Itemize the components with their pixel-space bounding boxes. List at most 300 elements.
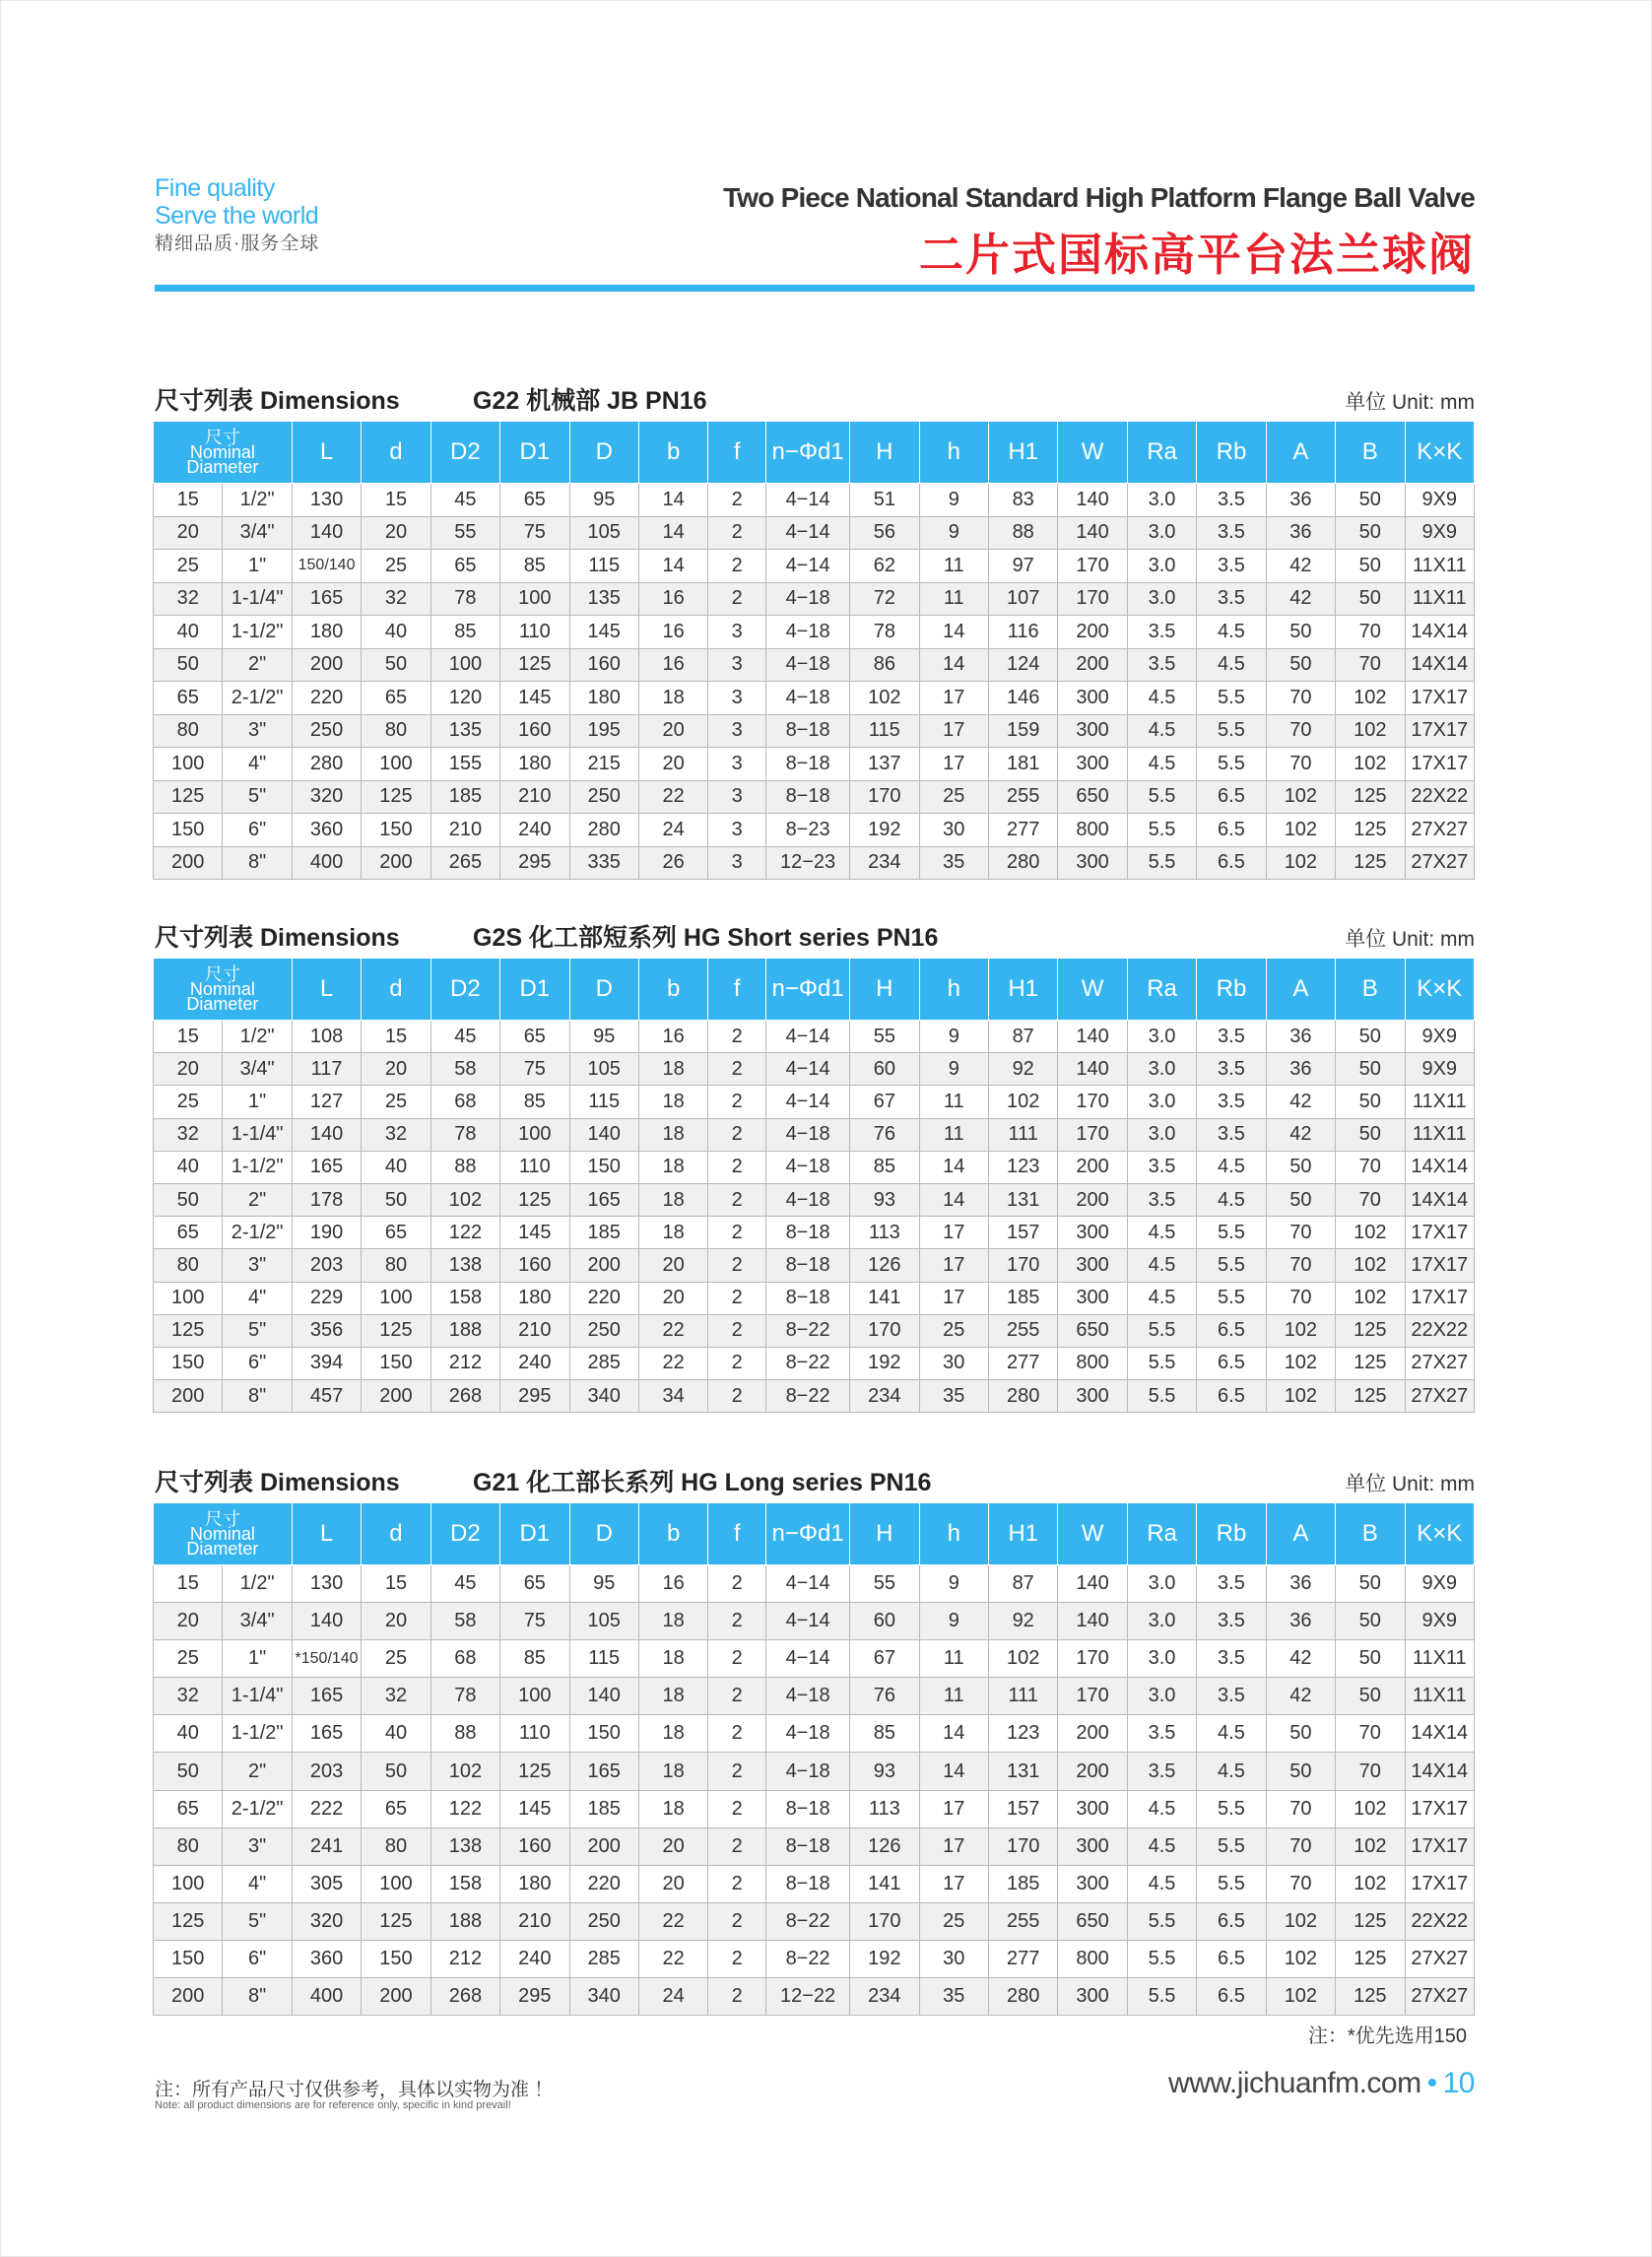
header-cell: H1 [988, 959, 1057, 1021]
table-cell: 110 [500, 1151, 569, 1183]
table-cell: 78 [430, 1678, 499, 1715]
table-row [154, 1940, 1475, 1977]
table-cell: 200 [1058, 1183, 1127, 1216]
table-cell: 3" [223, 1827, 292, 1865]
table-cell: 50 [1336, 1678, 1405, 1715]
table-cell: 50 [362, 648, 430, 682]
table-cell: 22 [638, 780, 707, 814]
table-cell: 1-1/4" [223, 1678, 292, 1715]
table-cell: 125 [1336, 780, 1405, 814]
section-standard: G22 机械部 JB PN16 [473, 387, 707, 415]
table-cell: 45 [430, 484, 499, 517]
table-cell: 3.5 [1197, 1640, 1266, 1678]
table-cell: 32 [362, 1678, 430, 1715]
table-cell: 6.5 [1197, 1940, 1266, 1977]
header-cell: L [292, 959, 361, 1021]
dimension-table [153, 958, 1475, 1413]
table-cell: 5.5 [1197, 1282, 1266, 1314]
table-cell: 50 [154, 1183, 223, 1216]
table-cell: 15 [362, 1565, 430, 1603]
table-cell: 25 [919, 780, 988, 814]
brand-line2: Serve the world [155, 202, 319, 230]
header-nd-text: 尺寸 [204, 1508, 240, 1529]
header-rule [155, 285, 1475, 292]
table-cell: 75 [500, 1053, 569, 1086]
table-cell: 3.0 [1127, 1678, 1196, 1715]
table-cell: 3.5 [1197, 484, 1266, 517]
table-row [154, 648, 1475, 682]
table-cell: 125 [1336, 1314, 1405, 1347]
table-cell: 70 [1266, 748, 1335, 781]
table-cell: 5.5 [1127, 780, 1196, 814]
table-cell: 14X14 [1405, 1715, 1474, 1753]
header-cell: K×K [1405, 1503, 1474, 1565]
header-nd-text: Nominal [189, 978, 255, 999]
table-cell: 3.5 [1197, 1118, 1266, 1151]
table-cell: 11 [919, 550, 988, 583]
table-cell: 265 [430, 846, 499, 880]
table-cell: 240 [500, 814, 569, 847]
table-cell: 4−18 [766, 1118, 850, 1151]
table-cell: 5.5 [1197, 1217, 1266, 1249]
table-cell: 14 [638, 484, 707, 517]
header-cell: H1 [988, 1503, 1057, 1565]
table-cell: 117 [292, 1053, 361, 1086]
header-cell: b [638, 422, 707, 484]
table-cell: 27X27 [1405, 814, 1474, 847]
table-cell: 300 [1058, 1865, 1127, 1902]
header-cell: f [708, 959, 766, 1021]
table-cell: 35 [919, 1380, 988, 1413]
table-cell: 16 [638, 582, 707, 616]
table-cell: 50 [1266, 1151, 1335, 1183]
table-cell: 203 [292, 1249, 361, 1282]
table-cell: 3.0 [1127, 1565, 1196, 1603]
table-cell: 25 [362, 1086, 430, 1118]
table-cell: 16 [638, 1021, 707, 1053]
table-cell: 457 [292, 1380, 361, 1413]
preferred-note: 注：*优先选用150 [1307, 2025, 1467, 2047]
table-cell: 6.5 [1197, 1902, 1266, 1940]
table-cell: 3.0 [1127, 550, 1196, 583]
table-cell: 88 [430, 1151, 499, 1183]
table-cell: 212 [430, 1347, 499, 1379]
table-cell: 200 [154, 1380, 223, 1413]
table-cell: 22 [638, 1314, 707, 1347]
table-cell: 170 [850, 1902, 919, 1940]
table-cell: 250 [569, 780, 638, 814]
table-cell: 188 [430, 1314, 499, 1347]
table-row [154, 1753, 1475, 1790]
table-cell: 70 [1336, 1151, 1405, 1183]
table-cell: 140 [1058, 1603, 1127, 1640]
table-cell: 17X17 [1405, 1217, 1474, 1249]
table-cell: 4−14 [766, 550, 850, 583]
table-cell: 15 [154, 1565, 223, 1603]
table-cell: 125 [362, 1314, 430, 1347]
table-cell: 650 [1058, 1902, 1127, 1940]
table-cell: 45 [430, 1565, 499, 1603]
table-cell: 4" [223, 1282, 292, 1314]
table-cell: 4−18 [766, 648, 850, 682]
table-cell: 51 [850, 484, 919, 517]
table-cell: 4−18 [766, 1151, 850, 1183]
table-cell: 70 [1336, 616, 1405, 649]
table-cell: 27X27 [1405, 1347, 1474, 1379]
table-cell: 50 [1336, 516, 1405, 550]
table-row [154, 1151, 1475, 1183]
dimension-section-g22 [153, 377, 1475, 880]
table-cell: 14 [919, 616, 988, 649]
table-cell: 18 [638, 1603, 707, 1640]
header-cell: n−Φd1 [766, 422, 850, 484]
table-cell: 110 [500, 616, 569, 649]
table-cell: 20 [638, 1827, 707, 1865]
header-cell: A [1266, 959, 1335, 1021]
table-row [154, 1183, 1475, 1216]
header-cell: n−Φd1 [766, 959, 850, 1021]
table-cell: 158 [430, 1282, 499, 1314]
header-cell: b [638, 1503, 707, 1565]
header-cell: K×K [1405, 422, 1474, 484]
table-cell: 102 [1336, 714, 1405, 748]
table-cell: 36 [1266, 1021, 1335, 1053]
table-cell: 8" [223, 1978, 292, 2016]
table-cell: 150 [569, 1715, 638, 1753]
table-cell: 125 [1336, 846, 1405, 880]
table-cell: 268 [430, 1978, 499, 2016]
table-row [154, 582, 1475, 616]
table-cell: 50 [1336, 1565, 1405, 1603]
table-cell: 125 [500, 1753, 569, 1790]
table-cell: 180 [500, 1865, 569, 1902]
section-unit: 单位 Unit: mm [1345, 1473, 1475, 1495]
table-cell: 50 [1336, 484, 1405, 517]
table-cell: 8−22 [766, 1940, 850, 1977]
header-cell: d [362, 959, 430, 1021]
table-cell: 102 [1266, 1380, 1335, 1413]
table-cell: 17 [919, 682, 988, 715]
table-cell: 3 [708, 616, 766, 649]
table-cell: 17X17 [1405, 1249, 1474, 1282]
table-cell: 300 [1058, 714, 1127, 748]
table-cell: 45 [430, 1021, 499, 1053]
table-cell: 18 [638, 1715, 707, 1753]
dimension-table [153, 421, 1475, 880]
section-unit: 单位 Unit: mm [1345, 928, 1475, 951]
table-cell: 85 [500, 1086, 569, 1118]
table-cell: 5" [223, 1902, 292, 1940]
table-cell: 15 [362, 1021, 430, 1053]
table-cell: 92 [988, 1053, 1057, 1086]
header-nominal-diameter [154, 1503, 293, 1565]
table-cell: 11 [919, 1086, 988, 1118]
table-cell: 6" [223, 814, 292, 847]
table-cell: 5.5 [1197, 682, 1266, 715]
table-cell: 102 [1266, 1978, 1335, 2016]
table-cell: 277 [988, 1347, 1057, 1379]
table-cell: 4.5 [1197, 1183, 1266, 1216]
table-cell: 125 [1336, 1347, 1405, 1379]
table-cell: 4−18 [766, 1715, 850, 1753]
table-cell: 3.0 [1127, 1086, 1196, 1118]
table-row [154, 1021, 1475, 1053]
table-cell: 4−14 [766, 1603, 850, 1640]
table-cell: 140 [1058, 484, 1127, 517]
table-cell: 111 [988, 1678, 1057, 1715]
table-cell: 76 [850, 1678, 919, 1715]
table-cell: 18 [638, 1640, 707, 1678]
table-cell: 200 [1058, 648, 1127, 682]
table-cell: 100 [362, 1865, 430, 1902]
website-link[interactable]: www.jichuanfm.com [1168, 2067, 1421, 2099]
header-cell: Ra [1127, 422, 1196, 484]
table-cell: 280 [292, 748, 361, 781]
table-cell: 80 [362, 1827, 430, 1865]
table-cell: 3.5 [1197, 1053, 1266, 1086]
table-cell: 40 [154, 1715, 223, 1753]
table-cell: 157 [988, 1217, 1057, 1249]
table-cell: 5.5 [1197, 1790, 1266, 1827]
table-cell: 50 [154, 1753, 223, 1790]
header-cell: n−Φd1 [766, 1503, 850, 1565]
table-cell: 3" [223, 1249, 292, 1282]
table-cell: 22 [638, 1347, 707, 1379]
table-cell: 78 [850, 616, 919, 649]
table-cell: 185 [430, 780, 499, 814]
table-cell: 86 [850, 648, 919, 682]
table-cell: 145 [500, 1217, 569, 1249]
table-cell: 3.0 [1127, 582, 1196, 616]
table-cell: 3.0 [1127, 484, 1196, 517]
table-cell: 4.5 [1127, 748, 1196, 781]
table-cell: 50 [1336, 1640, 1405, 1678]
table-cell: 6" [223, 1940, 292, 1977]
table-cell: 125 [1336, 814, 1405, 847]
table-cell: 2 [708, 1249, 766, 1282]
table-cell: 36 [1266, 1603, 1335, 1640]
table-cell: 9X9 [1405, 516, 1474, 550]
table-cell: 36 [1266, 484, 1335, 517]
header-cell: D1 [500, 959, 569, 1021]
table-cell: 67 [850, 1640, 919, 1678]
table-cell: 17 [919, 1249, 988, 1282]
table-cell: 6" [223, 1347, 292, 1379]
header-nd-text: 尺寸 [204, 963, 240, 984]
header-cell: D1 [500, 1503, 569, 1565]
table-cell: 295 [500, 1380, 569, 1413]
table-row [154, 846, 1475, 880]
table-cell: 76 [850, 1118, 919, 1151]
table-cell: 3.5 [1197, 516, 1266, 550]
table-cell: 140 [1058, 1053, 1127, 1086]
table-cell: 25 [154, 550, 223, 583]
table-cell: 30 [919, 1347, 988, 1379]
table-cell: 300 [1058, 1249, 1127, 1282]
table-cell: 65 [362, 682, 430, 715]
table-cell: 85 [850, 1715, 919, 1753]
table-cell: 241 [292, 1827, 361, 1865]
header-nd-text: Diameter [186, 993, 259, 1014]
table-cell: 27X27 [1405, 1978, 1474, 2016]
table-cell: 4.5 [1197, 1753, 1266, 1790]
table-cell: 42 [1266, 582, 1335, 616]
table-cell: 1-1/2" [223, 616, 292, 649]
table-cell: 234 [850, 1380, 919, 1413]
header-cell: d [362, 422, 430, 484]
table-cell: 200 [292, 648, 361, 682]
table-cell: 8−22 [766, 1902, 850, 1940]
table-cell: 22X22 [1405, 1902, 1474, 1940]
header-cell: D1 [500, 422, 569, 484]
table-cell: 88 [988, 516, 1057, 550]
table-cell: 65 [362, 1790, 430, 1827]
table-cell: 280 [569, 814, 638, 847]
table-cell: 126 [850, 1827, 919, 1865]
table-cell: 170 [1058, 1118, 1127, 1151]
table-cell: 125 [500, 648, 569, 682]
table-cell: 4.5 [1127, 714, 1196, 748]
table-cell: 2 [708, 1021, 766, 1053]
table-cell: 160 [500, 714, 569, 748]
header-cell: D2 [430, 959, 499, 1021]
table-cell: 170 [988, 1827, 1057, 1865]
table-cell: 220 [569, 1865, 638, 1902]
table-cell: 140 [1058, 516, 1127, 550]
table-cell: 1" [223, 1640, 292, 1678]
table-cell: 11X11 [1405, 1118, 1474, 1151]
table-cell: 70 [1266, 1282, 1335, 1314]
table-cell: 300 [1058, 846, 1127, 880]
table-cell: 4.5 [1127, 1217, 1196, 1249]
table-cell: 4−14 [766, 1021, 850, 1053]
header-cell: Ra [1127, 1503, 1196, 1565]
table-cell: 280 [988, 846, 1057, 880]
table-cell: 116 [988, 616, 1057, 649]
table-cell: 15 [154, 484, 223, 517]
table-cell: 181 [988, 748, 1057, 781]
table-cell: 35 [919, 1978, 988, 2016]
table-cell: 6.5 [1197, 1978, 1266, 2016]
table-cell: 3.0 [1127, 1053, 1196, 1086]
table-cell: 70 [1266, 714, 1335, 748]
table-cell: 65 [154, 682, 223, 715]
table-cell: 70 [1266, 1827, 1335, 1865]
table-cell: 3/4" [223, 1603, 292, 1640]
table-cell: 140 [569, 1118, 638, 1151]
table-cell: 102 [1336, 1282, 1405, 1314]
table-cell: 340 [569, 1380, 638, 1413]
table-cell: 9X9 [1405, 1053, 1474, 1086]
table-cell: 180 [500, 748, 569, 781]
table-cell: 141 [850, 1282, 919, 1314]
table-cell: 62 [850, 550, 919, 583]
table-cell: 42 [1266, 1118, 1335, 1151]
table-cell: 8" [223, 1380, 292, 1413]
table-cell: 85 [500, 1640, 569, 1678]
table-cell: 140 [1058, 1021, 1127, 1053]
table-cell: 1/2" [223, 1021, 292, 1053]
table-cell: 20 [362, 516, 430, 550]
table-cell: 16 [638, 616, 707, 649]
table-cell: 150 [362, 1940, 430, 1977]
table-cell: 102 [1336, 1865, 1405, 1902]
table-cell: 16 [638, 648, 707, 682]
header-cell: h [919, 422, 988, 484]
table-cell: 137 [850, 748, 919, 781]
table-cell: 4−18 [766, 616, 850, 649]
table-cell: 300 [1058, 1827, 1127, 1865]
table-cell: 14X14 [1405, 1151, 1474, 1183]
table-cell: 155 [430, 748, 499, 781]
table-cell: 150 [362, 814, 430, 847]
table-cell: 17 [919, 1865, 988, 1902]
table-cell: 130 [292, 1565, 361, 1603]
table-cell: 2 [708, 1827, 766, 1865]
table-cell: 1-1/4" [223, 1118, 292, 1151]
table-cell: 4" [223, 748, 292, 781]
table-cell: 2-1/2" [223, 1217, 292, 1249]
section-label: 尺寸列表 Dimensions [155, 387, 400, 415]
table-cell: 100 [362, 1282, 430, 1314]
table-cell: 9X9 [1405, 1603, 1474, 1640]
table-row [154, 1249, 1475, 1282]
table-cell: 18 [638, 1183, 707, 1216]
table-cell: 4−14 [766, 1640, 850, 1678]
table-cell: 70 [1266, 682, 1335, 715]
table-cell: 5" [223, 780, 292, 814]
table-cell: 140 [292, 516, 361, 550]
table-cell: 2 [708, 1118, 766, 1151]
table-cell: 250 [292, 714, 361, 748]
table-cell: 3.0 [1127, 1640, 1196, 1678]
table-cell: 11X11 [1405, 1640, 1474, 1678]
table-cell: 3" [223, 714, 292, 748]
header-nd-text: Diameter [186, 456, 259, 477]
table-cell: 32 [362, 1118, 430, 1151]
header-cell: h [919, 959, 988, 1021]
section-standard: G2S 化工部短系列 HG Short series PN16 [473, 924, 939, 952]
table-cell: 24 [638, 814, 707, 847]
table-cell: 125 [154, 780, 223, 814]
table-cell: 40 [362, 1151, 430, 1183]
table-cell: 8−18 [766, 780, 850, 814]
table-cell: 3 [708, 780, 766, 814]
table-cell: 160 [500, 1827, 569, 1865]
table-cell: 165 [292, 1151, 361, 1183]
table-cell: 160 [569, 648, 638, 682]
table-cell: 17 [919, 1217, 988, 1249]
table-cell: 8−22 [766, 1380, 850, 1413]
table-cell: 18 [638, 1086, 707, 1118]
table-cell: 277 [988, 814, 1057, 847]
table-cell: 50 [154, 648, 223, 682]
table-cell: 14 [919, 1715, 988, 1753]
table-cell: 102 [430, 1183, 499, 1216]
table-row [154, 1902, 1475, 1940]
table-cell: 102 [1266, 1940, 1335, 1977]
table-cell: 26 [638, 846, 707, 880]
table-cell: 40 [362, 1715, 430, 1753]
header-cell: b [638, 959, 707, 1021]
table-cell: 36 [1266, 1053, 1335, 1086]
table-cell: 195 [569, 714, 638, 748]
table-cell: 50 [1336, 1086, 1405, 1118]
table-cell: 27X27 [1405, 1380, 1474, 1413]
header-cell: Rb [1197, 422, 1266, 484]
table-cell: 17X17 [1405, 714, 1474, 748]
table-cell: 42 [1266, 1678, 1335, 1715]
